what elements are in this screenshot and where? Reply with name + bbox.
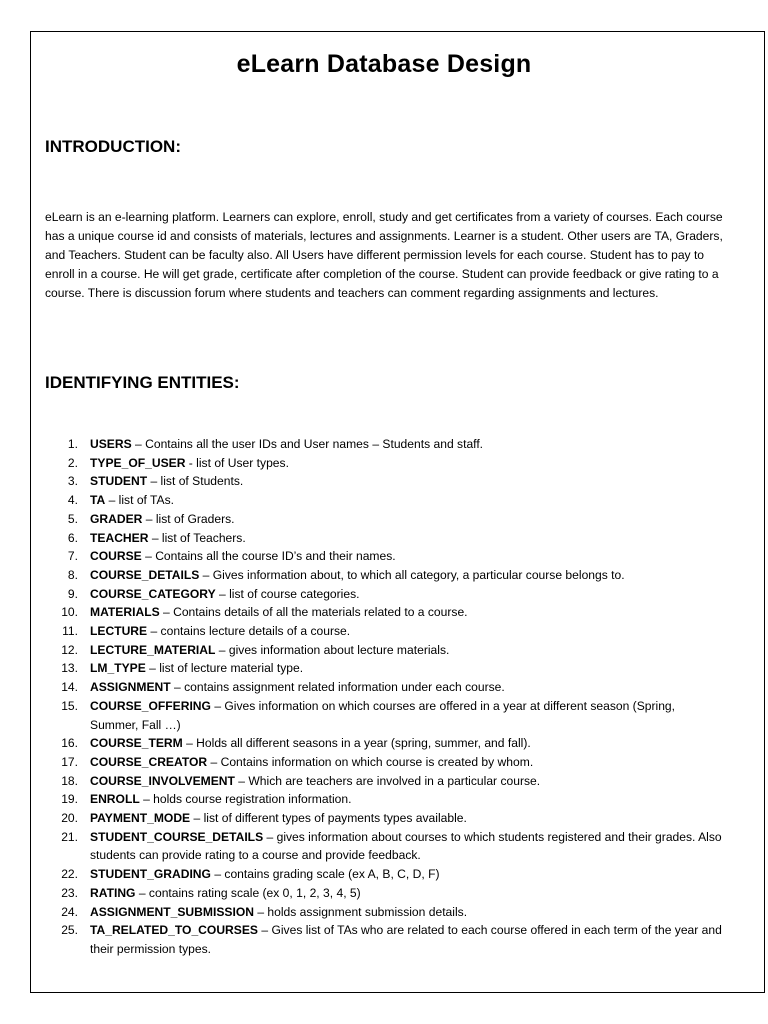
entity-list-item — [45, 865, 725, 884]
entity-text — [90, 884, 725, 903]
entity-text — [90, 510, 725, 529]
entity-name: LECTURE_MATERIAL — [90, 642, 216, 657]
entity-name: TA_RELATED_TO_COURSES — [90, 923, 258, 938]
entity-number: 20. — [61, 811, 78, 826]
entity-number: 17. — [61, 754, 78, 769]
entity-text — [90, 828, 725, 865]
entity-number: 13. — [61, 661, 78, 676]
entity-description: – Contains all the course ID’s and their names. — [141, 549, 396, 564]
entity-number: 1. — [67, 437, 78, 451]
entity-text — [90, 547, 725, 566]
entity-name: ENROLL — [90, 792, 140, 807]
entity-number: 15. — [61, 698, 78, 713]
entity-list-item — [45, 641, 725, 660]
entity-number: 18. — [61, 773, 78, 788]
entity-list-item — [45, 903, 725, 922]
entity-description: – Contains information on which course is created by whom. — [207, 754, 534, 769]
entity-name: GRADER — [90, 511, 143, 526]
entity-description: – list of Graders. — [142, 511, 235, 526]
entity-number: 25. — [61, 923, 78, 938]
entity-list-item — [45, 678, 725, 697]
entity-text — [90, 641, 725, 660]
entity-list-item — [45, 547, 725, 566]
entity-description: - list of User types. — [185, 455, 289, 470]
entity-number: 10. — [61, 605, 78, 620]
entity-name: USERS — [90, 437, 132, 451]
entity-description: – Gives list of TAs who are related to each course offered in each term of the year and their permission types. — [90, 923, 722, 956]
entity-number: 8. — [67, 567, 78, 582]
entity-number: 6. — [67, 530, 78, 545]
entity-number: 14. — [61, 680, 78, 695]
entity-list-item — [45, 734, 725, 753]
entity-text — [90, 865, 725, 884]
entity-text — [90, 585, 725, 604]
entity-number: 22. — [61, 867, 78, 882]
entity-number: 16. — [61, 736, 78, 751]
entity-list-item — [45, 772, 725, 791]
entity-list-item — [45, 472, 725, 491]
entities-heading: IDENTIFYING ENTITIES: — [45, 373, 240, 392]
entity-list-item — [45, 828, 725, 865]
entity-text — [90, 472, 725, 491]
entity-number: 9. — [67, 586, 78, 601]
entity-name: PAYMENT_MODE — [90, 811, 191, 826]
entity-name: TYPE_OF_USER — [90, 455, 186, 470]
entity-list-item — [45, 585, 725, 604]
entity-text — [90, 753, 725, 772]
entity-text — [90, 809, 725, 828]
entity-description: – Which are teachers are involved in a particular course. — [234, 773, 541, 788]
entity-name: STUDENT_GRADING — [90, 867, 211, 882]
entity-description: – contains grading scale (ex A, B, C, D, F) — [210, 867, 440, 882]
entity-name: COURSE_OFFERING — [90, 698, 211, 713]
entity-name: COURSE_DETAILS — [90, 567, 200, 582]
entity-name: LM_TYPE — [90, 661, 146, 676]
entity-description: – list of course categories. — [215, 586, 360, 601]
entity-text — [90, 921, 725, 958]
entity-name: COURSE — [90, 549, 142, 564]
entity-list-item — [45, 790, 725, 809]
entity-name: COURSE_CATEGORY — [90, 586, 216, 601]
entity-list-item — [45, 435, 725, 454]
entity-name: LECTURE — [90, 624, 148, 639]
entity-text — [90, 790, 725, 809]
entity-list-item — [45, 603, 725, 622]
entity-list-item — [45, 529, 725, 548]
entity-number: 4. — [67, 493, 78, 508]
introduction-paragraph: eLearn is an e-learning platform. Learners can explore, enroll, study and get certificates from a variety of courses. Each course has a unique course id and consists of materials, lectures and assignments. Learner is a student. Other users are TA, Graders, and Teachers. Student can be faculty also. All Users have different permission levels for each course. Student has to pay to enroll in a course. He will get grade, certificate after completion of the course. Student can provide feedback or give rating to a course. There is discussion forum where students and teachers can comment regarding assignments and lectures. — [45, 210, 723, 300]
entity-number: 5. — [67, 511, 78, 526]
entity-description: – contains lecture details of a course. — [147, 624, 351, 639]
document-title: eLearn Database Design — [236, 50, 532, 78]
entity-text — [90, 566, 725, 585]
entity-text — [90, 529, 725, 548]
entity-name: STUDENT — [90, 474, 148, 489]
entity-text — [90, 659, 725, 678]
entity-list-item — [45, 491, 725, 510]
entity-number: 11. — [62, 624, 78, 639]
entity-list-item — [45, 884, 725, 903]
entity-description: – Gives information on which courses are offered in a year at different season (Spring, Summer, Fall …) — [90, 698, 676, 732]
entity-list-item — [45, 659, 725, 678]
entity-description: – gives information about lecture materials. — [215, 642, 450, 657]
entity-number: 21. — [61, 829, 78, 844]
entity-description: – gives information about courses to which students registered and their grades. Also students can provide rating to a course and provide feedback. — [90, 829, 722, 863]
entity-list-item — [45, 454, 725, 473]
entity-text — [90, 622, 725, 641]
entity-name: RATING — [90, 885, 136, 900]
entity-description: – list of different types of payments types available. — [190, 811, 467, 826]
entity-text — [90, 491, 725, 510]
entity-list — [45, 435, 725, 959]
entity-number: 3. — [67, 474, 78, 489]
entity-name: TA — [90, 493, 106, 508]
entity-description: – Gives information about, to which all category, a particular course belongs to. — [199, 567, 625, 582]
entity-description: – Holds all different seasons in a year (spring, summer, and fall). — [182, 736, 531, 751]
entity-name: MATERIALS — [90, 605, 160, 620]
entity-number: 12. — [61, 642, 78, 657]
entity-text — [90, 734, 725, 753]
entity-number: 23. — [61, 885, 78, 900]
entity-text — [90, 772, 725, 791]
entity-description: – list of TAs. — [105, 493, 175, 508]
entity-name: TEACHER — [90, 530, 149, 545]
entity-description: – holds assignment submission details. — [253, 904, 468, 919]
entity-number: 19. — [61, 792, 78, 807]
entity-text — [90, 435, 725, 454]
entity-name: COURSE_INVOLVEMENT — [90, 773, 235, 788]
entity-number: 24. — [61, 904, 78, 919]
entity-description: – contains rating scale (ex 0, 1, 2, 3, 4, 5) — [135, 885, 361, 900]
entity-name: COURSE_TERM — [90, 736, 183, 751]
entity-description: – holds course registration information. — [139, 792, 352, 807]
entity-number: 2. — [67, 455, 78, 470]
entity-description: – list of Students. — [147, 474, 244, 489]
entity-list-item — [45, 510, 725, 529]
entity-description: – list of lecture material type. — [145, 661, 304, 676]
entity-description: – list of Teachers. — [148, 530, 246, 545]
entity-list-item — [45, 809, 725, 828]
entity-list-item — [45, 622, 725, 641]
entity-text — [90, 454, 725, 473]
entity-name: ASSIGNMENT — [90, 680, 171, 695]
entity-name: COURSE_CREATOR — [90, 754, 208, 769]
entity-name: ASSIGNMENT_SUBMISSION — [90, 904, 254, 919]
entity-description: – contains assignment related information under each course. — [170, 680, 505, 695]
entity-list-item — [45, 566, 725, 585]
entity-list-item — [45, 753, 725, 772]
entity-list-item — [45, 697, 725, 734]
introduction-heading: INTRODUCTION: — [45, 137, 181, 156]
entity-number: 7. — [67, 549, 78, 564]
entity-list-item — [45, 921, 725, 958]
entity-text — [90, 678, 725, 697]
entity-description: – Contains all the user IDs and User names – Students and staff. — [131, 437, 484, 451]
entity-description: – Contains details of all the materials related to a course. — [159, 605, 468, 620]
entity-text — [90, 697, 725, 734]
entity-text — [90, 603, 725, 622]
entity-text — [90, 903, 725, 922]
entity-name: STUDENT_COURSE_DETAILS — [90, 829, 264, 844]
